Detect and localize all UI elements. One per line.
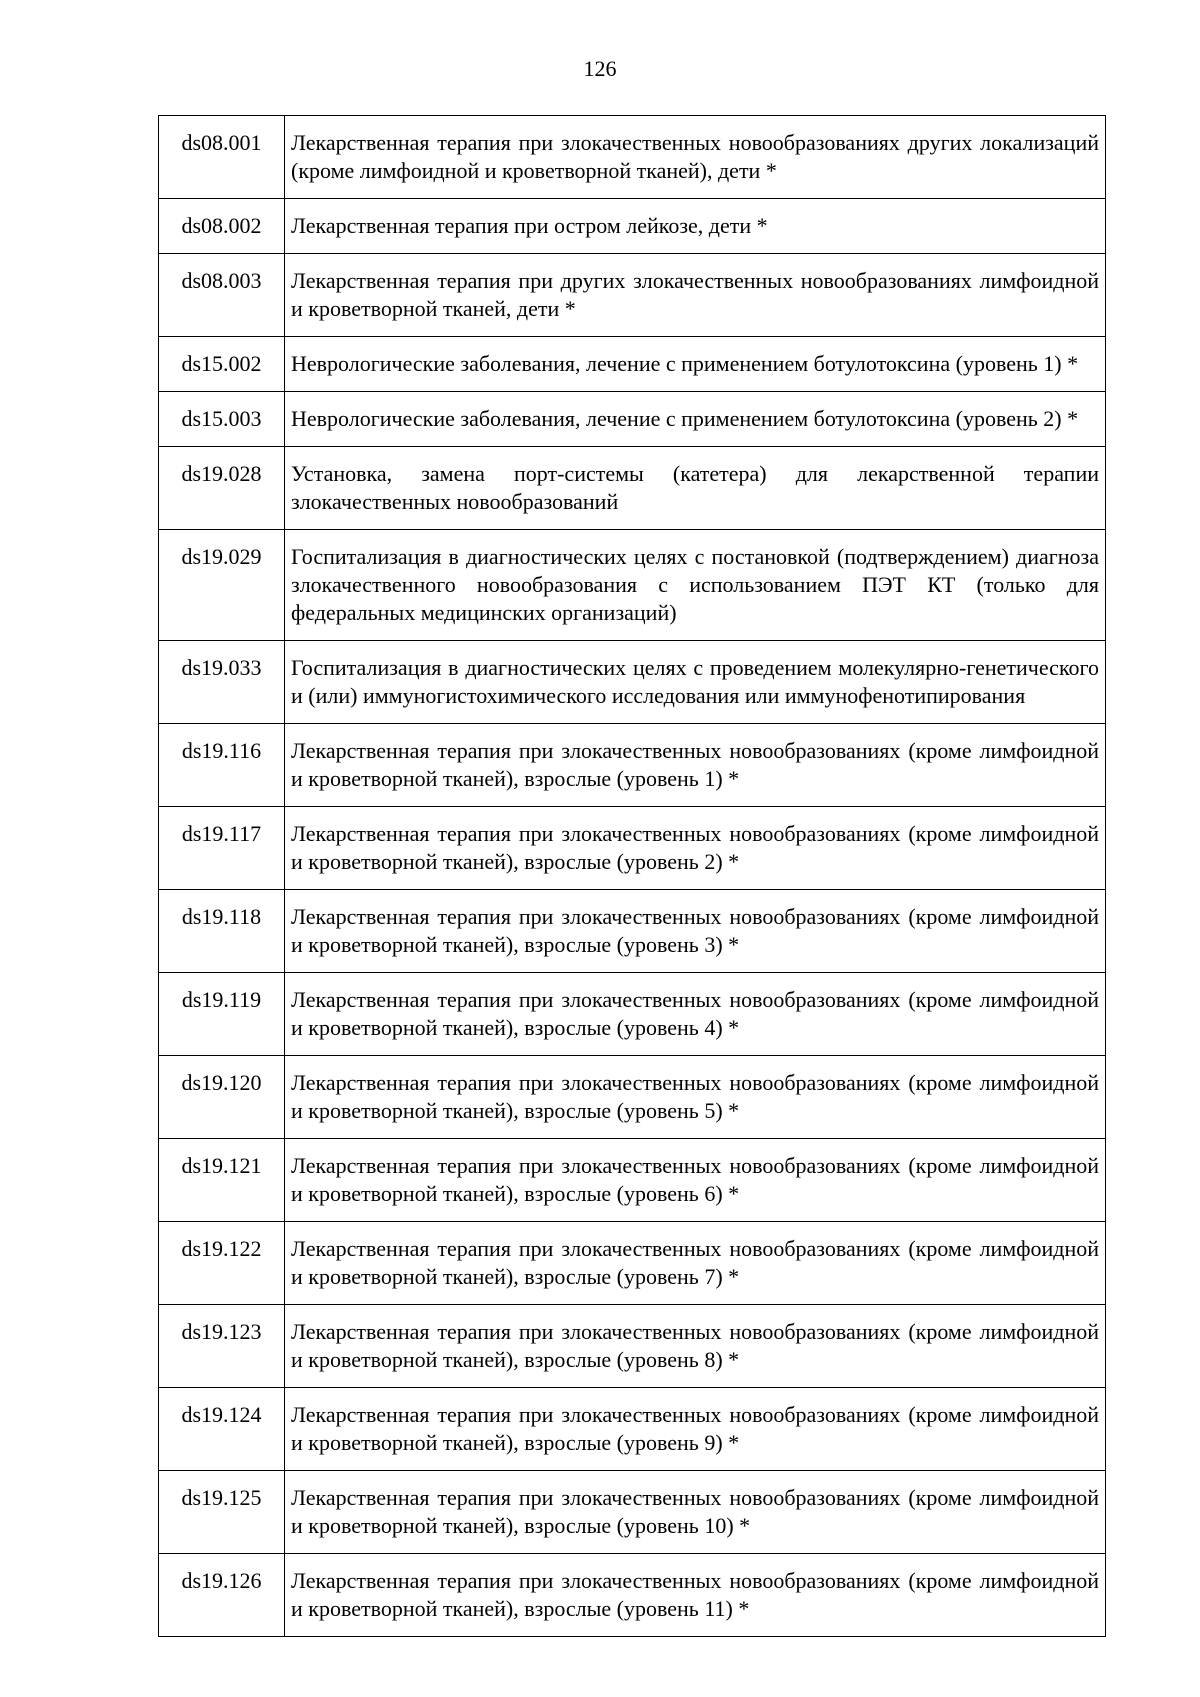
table-row	[159, 641, 1106, 724]
row-description: Лекарственная терапия при злокачественных новообразованиях (кроме лимфоидной и кроветворной тканей), взрослые (уровень 11) *	[285, 1554, 1106, 1637]
row-code: ds19.116	[159, 724, 285, 807]
row-code: ds15.002	[159, 337, 285, 392]
page-number: 126	[583, 56, 617, 81]
row-code: ds19.028	[159, 447, 285, 530]
table-row	[159, 1222, 1106, 1305]
codes-table	[158, 115, 1106, 1637]
row-code: ds19.117	[159, 807, 285, 890]
table-row	[159, 890, 1106, 973]
table-row	[159, 254, 1106, 337]
table-row	[159, 1305, 1106, 1388]
row-description: Неврологические заболевания, лечение с применением ботулотоксина (уровень 2) *	[285, 392, 1106, 447]
row-code: ds19.029	[159, 530, 285, 641]
row-description: Госпитализация в диагностических целях с постановкой (подтверждением) диагноза злокачественного новообразования с использованием ПЭТ КТ (только для федеральных медицинских организаций)	[285, 530, 1106, 641]
row-description: Лекарственная терапия при злокачественных новообразованиях (кроме лимфоидной и кроветворной тканей), взрослые (уровень 6) *	[285, 1139, 1106, 1222]
row-code: ds19.121	[159, 1139, 285, 1222]
table-row	[159, 1554, 1106, 1637]
row-code: ds15.003	[159, 392, 285, 447]
table-row	[159, 1388, 1106, 1471]
row-description: Лекарственная терапия при злокачественных новообразованиях других локализаций (кроме лимфоидной и кроветворной тканей), дети *	[285, 116, 1106, 199]
row-description: Госпитализация в диагностических целях с проведением молекулярно-генетического и (или) иммуногистохимического исследования или иммунофенотипирования	[285, 641, 1106, 724]
row-description: Лекарственная терапия при злокачественных новообразованиях (кроме лимфоидной и кроветворной тканей), взрослые (уровень 2) *	[285, 807, 1106, 890]
row-code: ds19.122	[159, 1222, 285, 1305]
row-code: ds19.125	[159, 1471, 285, 1554]
row-description: Лекарственная терапия при злокачественных новообразованиях (кроме лимфоидной и кроветворной тканей), взрослые (уровень 8) *	[285, 1305, 1106, 1388]
table-row	[159, 1056, 1106, 1139]
row-code: ds19.123	[159, 1305, 285, 1388]
row-code: ds19.119	[159, 973, 285, 1056]
row-description: Неврологические заболевания, лечение с применением ботулотоксина (уровень 1) *	[285, 337, 1106, 392]
table-row	[159, 199, 1106, 254]
table-row	[159, 1471, 1106, 1554]
row-code: ds19.033	[159, 641, 285, 724]
row-code: ds08.001	[159, 116, 285, 199]
table-row	[159, 116, 1106, 199]
table-row	[159, 530, 1106, 641]
row-description: Лекарственная терапия при злокачественных новообразованиях (кроме лимфоидной и кроветворной тканей), взрослые (уровень 7) *	[285, 1222, 1106, 1305]
row-code: ds08.002	[159, 199, 285, 254]
table-row	[159, 724, 1106, 807]
row-code: ds19.126	[159, 1554, 285, 1637]
row-description: Лекарственная терапия при злокачественных новообразованиях (кроме лимфоидной и кроветворной тканей), взрослые (уровень 5) *	[285, 1056, 1106, 1139]
table-row	[159, 807, 1106, 890]
row-description: Лекарственная терапия при остром лейкозе, дети *	[285, 199, 1106, 254]
row-code: ds19.124	[159, 1388, 285, 1471]
table-row	[159, 392, 1106, 447]
row-code: ds19.120	[159, 1056, 285, 1139]
row-description: Лекарственная терапия при злокачественных новообразованиях (кроме лимфоидной и кроветворной тканей), взрослые (уровень 3) *	[285, 890, 1106, 973]
row-description: Лекарственная терапия при злокачественных новообразованиях (кроме лимфоидной и кроветворной тканей), взрослые (уровень 1) *	[285, 724, 1106, 807]
row-description: Лекарственная терапия при злокачественных новообразованиях (кроме лимфоидной и кроветворной тканей), взрослые (уровень 9) *	[285, 1388, 1106, 1471]
table-row	[159, 1139, 1106, 1222]
row-code: ds08.003	[159, 254, 285, 337]
row-description: Лекарственная терапия при злокачественных новообразованиях (кроме лимфоидной и кроветворной тканей), взрослые (уровень 4) *	[285, 973, 1106, 1056]
table-row	[159, 973, 1106, 1056]
row-code: ds19.118	[159, 890, 285, 973]
row-description: Лекарственная терапия при других злокачественных новообразованиях лимфоидной и кроветворной тканей, дети *	[285, 254, 1106, 337]
table-row	[159, 337, 1106, 392]
row-description: Установка, замена порт-системы (катетера) для лекарственной терапии злокачественных новообразований	[285, 447, 1106, 530]
table-row	[159, 447, 1106, 530]
row-description: Лекарственная терапия при злокачественных новообразованиях (кроме лимфоидной и кроветворной тканей), взрослые (уровень 10) *	[285, 1471, 1106, 1554]
